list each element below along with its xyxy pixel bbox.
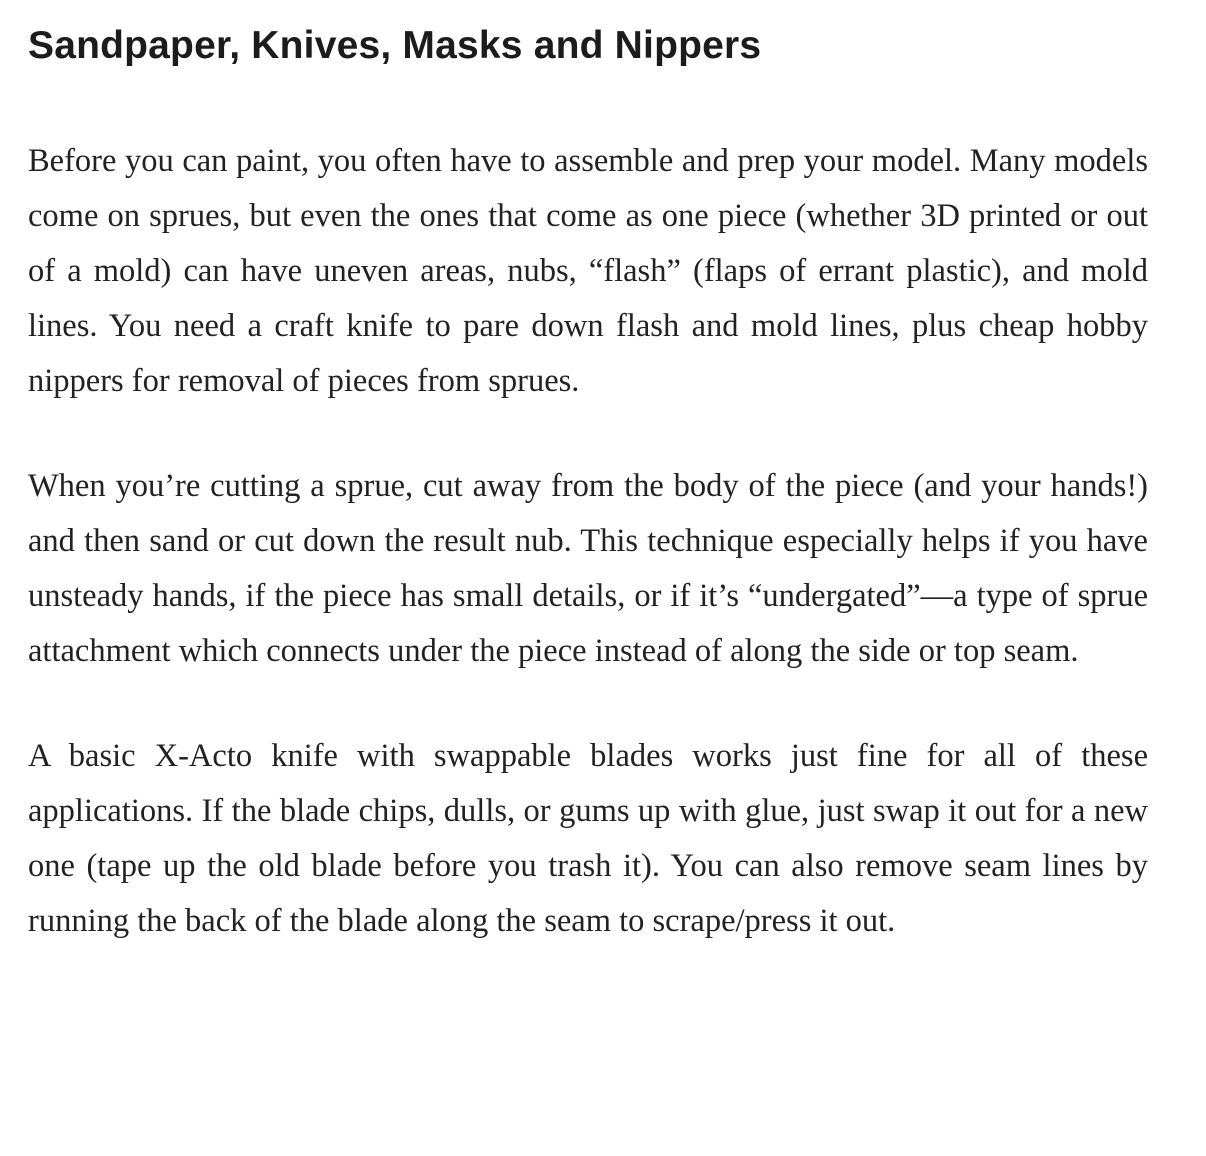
paragraph-prep-model: Before you can paint, you often have to assemble and prep your model. Many models come on sprues, but even the ones that come as one piece (whether 3D printed or out of a mold) can have uneven areas, nubs, “flash” (flaps of errant plastic), and mold lines. You need a craft knife to pare down flash and mold lines, plus cheap hobby nippers for removal of pieces from sprues. xyxy=(28,143,1148,399)
section-heading: Sandpaper, Knives, Masks and Nippers xyxy=(28,24,762,67)
document-page xyxy=(28,22,1148,949)
paragraph-xacto-knife: A basic X-Acto knife with swappable blades works just fine for all of these applications. If the blade chips, dulls, or gums up with glue, just swap it out for a new one (tape up the old blade before you trash it). You can also remove seam lines by running the back of the blade along the seam to scrape/press it out. xyxy=(28,738,1148,939)
paragraph-cutting-sprue: When you’re cutting a sprue, cut away from the body of the piece (and your hands!) and then sand or cut down the result nub. This technique especially helps if you have unsteady hands, if the piece has small details, or if it’s “undergated”—a type of sprue attachment which connects under the piece instead of along the side or top seam. xyxy=(28,468,1148,669)
